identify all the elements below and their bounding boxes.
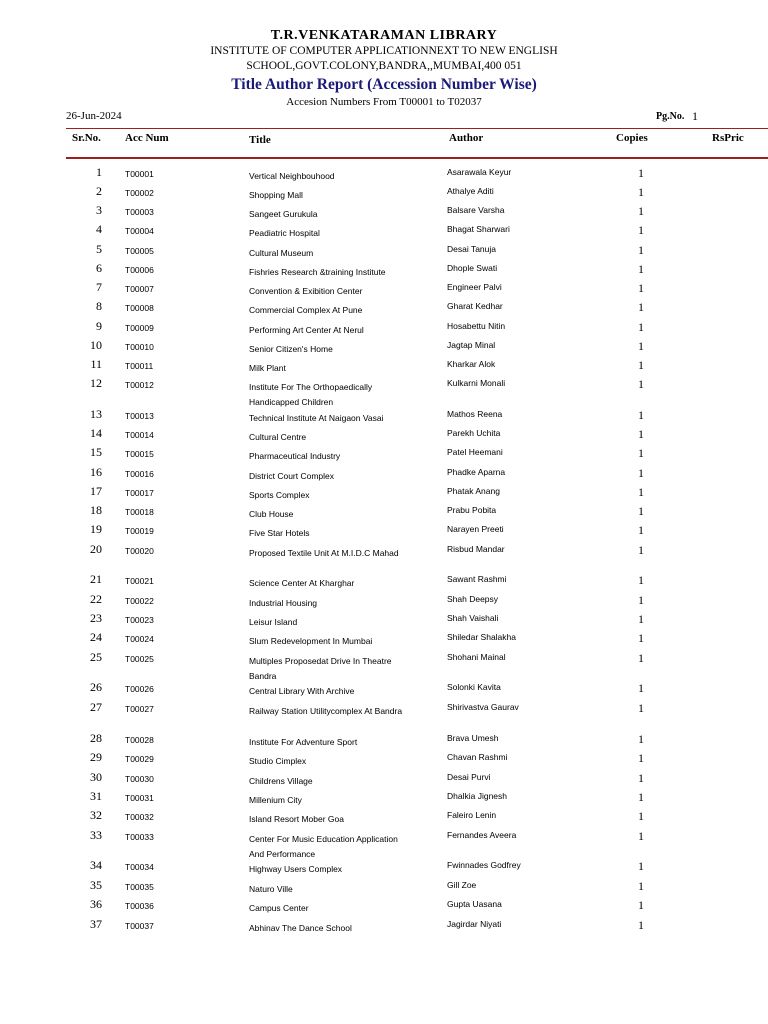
- cell-author: Phadke Aparna: [447, 467, 506, 477]
- cell-sr-no: 34: [90, 858, 102, 872]
- cell-copies: 1: [638, 204, 644, 218]
- cell-title: Convention & Exibition Center: [249, 286, 363, 296]
- cell-acc-num: T00020: [125, 546, 154, 556]
- cell-copies: 1: [638, 523, 644, 537]
- cell-sr-no: 31: [90, 789, 102, 803]
- cell-title: Highway Users Complex: [249, 864, 343, 874]
- cell-title: Studio Cimplex: [249, 756, 307, 766]
- cell-author: Shohani Mainal: [447, 652, 506, 662]
- cell-title: Naturo Ville: [249, 884, 293, 894]
- cell-acc-num: T00028: [125, 735, 154, 745]
- cell-title: Science Center At Kharghar: [249, 578, 355, 588]
- cell-author: Gharat Kedhar: [447, 301, 503, 311]
- cell-sr-no: 35: [90, 878, 102, 892]
- cell-author: Sawant Rashmi: [447, 574, 507, 584]
- cell-title: Proposed Textile Unit At M.I.D.C Mahad: [249, 548, 399, 558]
- page-label: Pg.No.: [656, 111, 685, 122]
- cell-title: District Court Complex: [249, 471, 335, 481]
- cell-author: Kulkarni Monali: [447, 378, 506, 388]
- cell-title: Millenium City: [249, 795, 302, 805]
- cell-title: Railway Station Utilitycomplex At Bandra: [249, 706, 403, 716]
- cell-title: Campus Center: [249, 903, 309, 913]
- cell-author: Mathos Reena: [447, 409, 503, 419]
- cell-copies: 1: [638, 223, 644, 237]
- cell-acc-num: T00015: [125, 449, 154, 459]
- cell-title: Leisur Island: [249, 617, 298, 627]
- cell-acc-num: T00014: [125, 430, 154, 440]
- cell-acc-num: T00034: [125, 862, 154, 872]
- cell-acc-num: T00026: [125, 684, 154, 694]
- cell-acc-num: T00012: [125, 380, 154, 390]
- cell-acc-num: T00025: [125, 654, 154, 664]
- cell-acc-num: T00031: [125, 793, 154, 803]
- cell-author: Chavan Rashmi: [447, 752, 508, 762]
- cell-title: Institute For The Orthopaedically Handicapped Children: [249, 382, 373, 407]
- cell-author: Fernandes Aveera: [447, 830, 517, 840]
- cell-acc-num: T00001: [125, 169, 154, 179]
- cell-acc-num: T00036: [125, 901, 154, 911]
- cell-title: Milk Plant: [249, 363, 286, 373]
- cell-sr-no: 10: [90, 338, 102, 352]
- cell-title: Senior Citizen's Home: [249, 344, 333, 354]
- cell-sr-no: 17: [90, 484, 102, 498]
- cell-sr-no: 24: [90, 630, 102, 644]
- cell-sr-no: 30: [90, 770, 102, 784]
- cell-author: Asarawala Keyur: [447, 167, 512, 177]
- cell-copies: 1: [638, 809, 644, 823]
- cell-acc-num: T00018: [125, 507, 154, 517]
- cell-title: Institute For Adventure Sport: [249, 737, 358, 747]
- cell-author: Dhople Swati: [447, 263, 498, 273]
- cell-copies: 1: [638, 300, 644, 314]
- cell-sr-no: 27: [90, 700, 102, 714]
- cell-copies: 1: [638, 466, 644, 480]
- cell-copies: 1: [638, 918, 644, 932]
- cell-author: Narayen Preeti: [447, 524, 504, 534]
- cell-title: Club House: [249, 509, 294, 519]
- cell-sr-no: 13: [90, 407, 102, 421]
- cell-copies: 1: [638, 612, 644, 626]
- column-header-author: Author: [449, 132, 484, 144]
- cell-author: Patel Heemani: [447, 447, 503, 457]
- cell-copies: 1: [638, 573, 644, 587]
- cell-sr-no: 16: [90, 465, 102, 479]
- report-range: Accesion Numbers From T00001 to T02037: [286, 96, 482, 108]
- cell-author: Jagtap Minal: [447, 340, 496, 350]
- cell-author: Shah Vaishali: [447, 613, 499, 623]
- cell-title: Central Library With Archive: [249, 686, 355, 696]
- cell-sr-no: 18: [90, 503, 102, 517]
- cell-title: Cultural Museum: [249, 248, 314, 258]
- cell-sr-no: 3: [96, 203, 102, 217]
- cell-copies: 1: [638, 790, 644, 804]
- cell-title: Industrial Housing: [249, 598, 318, 608]
- cell-copies: 1: [638, 859, 644, 873]
- cell-acc-num: T00032: [125, 812, 154, 822]
- cell-sr-no: 29: [90, 750, 102, 764]
- cell-copies: 1: [638, 771, 644, 785]
- cell-author: Athalye Aditi: [447, 186, 494, 196]
- column-header-title: Title: [249, 134, 271, 146]
- cell-title: Technical Institute At Naigaon Vasai: [249, 413, 384, 423]
- cell-copies: 1: [638, 829, 644, 843]
- cell-acc-num: T00010: [125, 342, 154, 352]
- cell-sr-no: 6: [96, 261, 102, 275]
- cell-sr-no: 26: [90, 680, 102, 694]
- cell-acc-num: T00019: [125, 526, 154, 536]
- cell-author: Brava Umesh: [447, 733, 499, 743]
- cell-sr-no: 15: [90, 445, 102, 459]
- cell-acc-num: T00016: [125, 469, 154, 479]
- cell-author: Prabu Pobita: [447, 505, 497, 515]
- cell-sr-no: 19: [90, 522, 102, 536]
- cell-copies: 1: [638, 408, 644, 422]
- cell-acc-num: T00007: [125, 284, 154, 294]
- cell-copies: 1: [638, 339, 644, 353]
- cell-sr-no: 1: [96, 165, 102, 179]
- cell-copies: 1: [638, 166, 644, 180]
- cell-acc-num: T00023: [125, 615, 154, 625]
- cell-author: Desai Tanuja: [447, 244, 496, 254]
- cell-copies: 1: [638, 504, 644, 518]
- cell-author: Gill Zoe: [447, 880, 477, 890]
- cell-copies: 1: [638, 427, 644, 441]
- cell-acc-num: T00029: [125, 754, 154, 764]
- cell-sr-no: 5: [96, 242, 102, 256]
- cell-acc-num: T00009: [125, 323, 154, 333]
- cell-title: Commercial Complex At Pune: [249, 305, 363, 315]
- cell-acc-num: T00030: [125, 774, 154, 784]
- cell-acc-num: T00003: [125, 207, 154, 217]
- cell-copies: 1: [638, 281, 644, 295]
- cell-acc-num: T00033: [125, 832, 154, 842]
- cell-author: Hosabettu Nitin: [447, 321, 506, 331]
- cell-title: Vertical Neighbouhood: [249, 171, 335, 181]
- cell-copies: 1: [638, 701, 644, 715]
- cell-title: Shopping Mall: [249, 190, 303, 200]
- cell-title: Multiples Proposedat Drive In Theatre Bandra: [249, 656, 392, 681]
- cell-copies: 1: [638, 681, 644, 695]
- cell-copies: 1: [638, 898, 644, 912]
- page-number: 1: [692, 109, 698, 123]
- cell-author: Shah Deepsy: [447, 594, 499, 604]
- cell-acc-num: T00002: [125, 188, 154, 198]
- column-header-sr: Sr.No.: [72, 132, 101, 144]
- cell-acc-num: T00037: [125, 921, 154, 931]
- cell-copies: 1: [638, 446, 644, 460]
- cell-copies: 1: [638, 751, 644, 765]
- cell-author: Gupta Uasana: [447, 899, 502, 909]
- cell-title: Childrens Village: [249, 776, 313, 786]
- cell-title: Five Star Hotels: [249, 528, 310, 538]
- cell-sr-no: 33: [90, 828, 102, 842]
- cell-copies: 1: [638, 262, 644, 276]
- column-header-price: RsPric: [712, 132, 744, 144]
- cell-author: Phatak Anang: [447, 486, 500, 496]
- cell-title: Performing Art Center At Nerul: [249, 325, 364, 335]
- cell-sr-no: 37: [90, 917, 102, 931]
- cell-sr-no: 14: [90, 426, 102, 440]
- column-header-copies: Copies: [616, 132, 648, 144]
- cell-title: Fishries Research &training Institute: [249, 267, 386, 277]
- library-address-line2: SCHOOL,GOVT.COLONY,BANDRA,,MUMBAI,400 051: [246, 60, 522, 72]
- cell-title: Center For Music Education Application And Performance: [249, 834, 398, 859]
- cell-copies: 1: [638, 320, 644, 334]
- cell-acc-num: T00024: [125, 634, 154, 644]
- cell-sr-no: 32: [90, 808, 102, 822]
- cell-author: Balsare Varsha: [447, 205, 505, 215]
- cell-author: Desai Purvi: [447, 772, 491, 782]
- cell-copies: 1: [638, 543, 644, 557]
- report-title: Title Author Report (Accession Number Wise): [231, 76, 537, 93]
- cell-sr-no: 36: [90, 897, 102, 911]
- cell-acc-num: T00017: [125, 488, 154, 498]
- cell-copies: 1: [638, 243, 644, 257]
- cell-title: Sangeet Gurukula: [249, 209, 318, 219]
- cell-acc-num: T00005: [125, 246, 154, 256]
- cell-author: Fwinnades Godfrey: [447, 860, 521, 870]
- cell-sr-no: 9: [96, 319, 102, 333]
- library-name: T.R.VENKATARAMAN LIBRARY: [270, 28, 498, 43]
- cell-copies: 1: [638, 485, 644, 499]
- cell-sr-no: 4: [96, 222, 102, 236]
- cell-acc-num: T00004: [125, 226, 154, 236]
- cell-author: Bhagat Sharwari: [447, 224, 510, 234]
- cell-copies: 1: [638, 593, 644, 607]
- cell-author: Engineer Palvi: [447, 282, 502, 292]
- cell-sr-no: 21: [90, 572, 102, 586]
- cell-acc-num: T00022: [125, 596, 154, 606]
- cell-sr-no: 20: [90, 542, 102, 556]
- cell-acc-num: T00008: [125, 303, 154, 313]
- cell-title: Cultural Centre: [249, 432, 307, 442]
- cell-title: Sports Complex: [249, 490, 310, 500]
- cell-author: Parekh Uchita: [447, 428, 501, 438]
- report-date: 26-Jun-2024: [66, 110, 122, 122]
- cell-sr-no: 28: [90, 731, 102, 745]
- cell-acc-num: T00006: [125, 265, 154, 275]
- cell-sr-no: 8: [96, 299, 102, 313]
- cell-copies: 1: [638, 732, 644, 746]
- cell-copies: 1: [638, 879, 644, 893]
- cell-acc-num: T00011: [125, 361, 154, 371]
- cell-author: Shiledar Shalakha: [447, 632, 516, 642]
- column-header-acc: Acc Num: [125, 132, 169, 144]
- cell-copies: 1: [638, 651, 644, 665]
- cell-author: Faleiro Lenin: [447, 810, 497, 820]
- cell-author: Jagirdar Niyati: [447, 919, 502, 929]
- library-address-line1: INSTITUTE OF COMPUTER APPLICATIONNEXT TO NEW ENGLISH: [210, 45, 558, 57]
- cell-sr-no: 7: [96, 280, 102, 294]
- cell-copies: 1: [638, 377, 644, 391]
- cell-author: Dhalkia Jignesh: [447, 791, 508, 801]
- cell-acc-num: T00013: [125, 411, 154, 421]
- cell-copies: 1: [638, 185, 644, 199]
- cell-acc-num: T00021: [125, 576, 154, 586]
- cell-title: Peadiatric Hospital: [249, 228, 320, 238]
- cell-author: Kharkar Alok: [447, 359, 496, 369]
- cell-sr-no: 22: [90, 592, 102, 606]
- cell-title: Slum Redevelopment In Mumbai: [249, 636, 373, 646]
- cell-title: Abhinav The Dance School: [249, 923, 352, 933]
- cell-acc-num: T00027: [125, 704, 154, 714]
- cell-copies: 1: [638, 631, 644, 645]
- cell-acc-num: T00035: [125, 882, 154, 892]
- cell-sr-no: 23: [90, 611, 102, 625]
- cell-copies: 1: [638, 358, 644, 372]
- cell-author: Shirivastva Gaurav: [447, 702, 519, 712]
- cell-author: Risbud Mandar: [447, 544, 505, 554]
- cell-sr-no: 12: [90, 376, 102, 390]
- cell-sr-no: 11: [90, 357, 102, 371]
- cell-sr-no: 25: [90, 650, 102, 664]
- cell-title: Island Resort Mober Goa: [249, 814, 344, 824]
- cell-sr-no: 2: [96, 184, 102, 198]
- cell-author: Solonki Kavita: [447, 682, 501, 692]
- cell-title: Pharmaceutical Industry: [249, 451, 341, 461]
